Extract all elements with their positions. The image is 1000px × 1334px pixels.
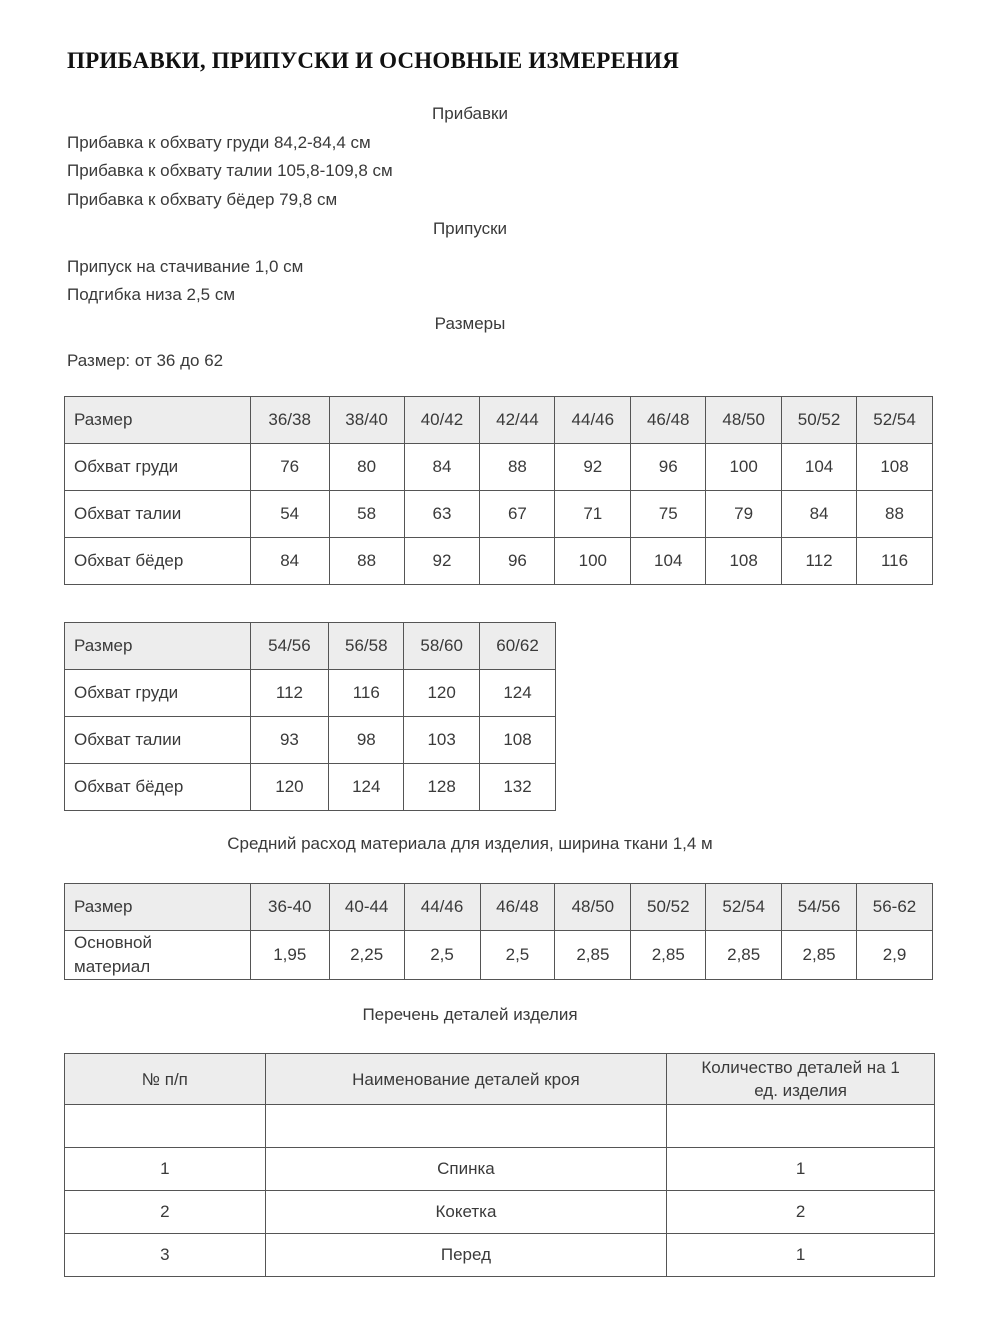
table-cell: 108	[857, 444, 933, 491]
table-cell: 2,9	[857, 931, 933, 980]
table-cell	[667, 1105, 935, 1148]
header-cell: 48/50	[555, 884, 631, 931]
table-cell: 2,85	[782, 931, 857, 980]
table-cell: 75	[631, 491, 706, 538]
header-cell: 42/44	[480, 397, 555, 444]
row-label	[65, 931, 251, 980]
table-cell: 92	[404, 538, 480, 585]
table-cell: 112	[250, 670, 329, 717]
row-label-text: Основной материал	[74, 933, 152, 976]
table-cell: 2	[65, 1191, 266, 1234]
header-cell: 58/60	[404, 623, 480, 670]
header-cell: № п/п	[65, 1054, 266, 1105]
header-cell: 50/52	[631, 884, 706, 931]
table-cell: 98	[329, 717, 404, 764]
table-cell: 92	[555, 444, 631, 491]
table-cell: 1	[667, 1234, 935, 1277]
table-cell: 1	[65, 1148, 266, 1191]
table-cell: Кокетка	[265, 1191, 667, 1234]
table-cell: 100	[706, 444, 782, 491]
table-cell	[65, 1105, 266, 1148]
material-table	[64, 883, 933, 980]
table-cell: Перед	[265, 1234, 667, 1277]
header-cell: 40-44	[329, 884, 404, 931]
parts-table	[64, 1053, 935, 1277]
header-cell: Размер	[65, 623, 251, 670]
table-cell: 104	[782, 444, 857, 491]
seams-heading: Припуски	[432, 219, 508, 238]
header-cell: 36-40	[250, 884, 329, 931]
table-cell: 2,5	[404, 931, 480, 980]
table-cell: 112	[782, 538, 857, 585]
table-row	[65, 764, 556, 811]
table-row	[65, 491, 933, 538]
header-cell: 52/54	[706, 884, 782, 931]
table-cell: 58	[329, 491, 404, 538]
allowances-heading: Прибавки	[432, 104, 508, 123]
table-cell: 88	[329, 538, 404, 585]
table-cell: 103	[404, 717, 480, 764]
allowance-chest: Прибавка к обхвату груди 84,2-84,4 см	[67, 133, 371, 152]
table-cell: 79	[706, 491, 782, 538]
row-label: Обхват груди	[65, 670, 251, 717]
header-cell: 56/58	[329, 623, 404, 670]
table-row	[65, 931, 933, 980]
table-cell: 108	[706, 538, 782, 585]
header-cell: 46/48	[480, 884, 555, 931]
table-row	[65, 670, 556, 717]
table-header-row	[65, 884, 933, 931]
header-cell: 38/40	[329, 397, 404, 444]
table-cell: 80	[329, 444, 404, 491]
table-cell: 2,5	[480, 931, 555, 980]
table-cell: 132	[480, 764, 556, 811]
header-cell: 44/46	[404, 884, 480, 931]
sizes-heading: Размеры	[434, 314, 506, 333]
header-cell: 36/38	[250, 397, 329, 444]
header-cell: Размер	[65, 884, 251, 931]
table-cell: 84	[404, 444, 480, 491]
table-cell: 1,95	[250, 931, 329, 980]
material-heading: Средний расход материала для изделия, ширина ткани 1,4 м	[227, 834, 713, 853]
table-cell: 120	[250, 764, 329, 811]
table-cell: 63	[404, 491, 480, 538]
row-label: Обхват груди	[65, 444, 251, 491]
table-header-row	[65, 397, 933, 444]
table-cell: 2,85	[706, 931, 782, 980]
table-cell: 67	[480, 491, 555, 538]
table-cell: 93	[250, 717, 329, 764]
header-cell: 54/56	[250, 623, 329, 670]
header-cell: Наименование деталей кроя	[265, 1054, 667, 1105]
allowance-hips: Прибавка к обхвату бёдер 79,8 см	[67, 190, 338, 209]
table-cell: 104	[631, 538, 706, 585]
header-cell: 50/52	[782, 397, 857, 444]
hem-allowance: Подгибка низа 2,5 см	[67, 285, 236, 304]
table-cell: 120	[404, 670, 480, 717]
table-row	[65, 717, 556, 764]
table-row	[65, 1148, 935, 1191]
header-cell: 52/54	[857, 397, 933, 444]
parts-heading: Перечень деталей изделия	[362, 1005, 578, 1024]
table-cell: 88	[857, 491, 933, 538]
table-row	[65, 538, 933, 585]
table-row	[65, 1191, 935, 1234]
table-cell: 1	[667, 1148, 935, 1191]
size-range: Размер: от 36 до 62	[67, 351, 224, 370]
header-cell: Размер	[65, 397, 251, 444]
table-cell: 124	[329, 764, 404, 811]
table-cell: 100	[555, 538, 631, 585]
header-cell: 44/46	[555, 397, 631, 444]
table-cell: 96	[480, 538, 555, 585]
table-cell: 108	[480, 717, 556, 764]
table-cell: 128	[404, 764, 480, 811]
table-cell: 3	[65, 1234, 266, 1277]
table-cell: 84	[782, 491, 857, 538]
seam-allowance: Припуск на стачивание 1,0 см	[67, 257, 304, 276]
table-cell: 84	[250, 538, 329, 585]
table-row	[65, 1105, 935, 1148]
table-cell: 76	[250, 444, 329, 491]
header-cell: 46/48	[631, 397, 706, 444]
table-header-row	[65, 623, 556, 670]
header-cell: 56-62	[857, 884, 933, 931]
table-cell: 2,25	[329, 931, 404, 980]
row-label: Обхват бёдер	[65, 764, 251, 811]
header-cell: 48/50	[706, 397, 782, 444]
table-cell: 124	[480, 670, 556, 717]
table-cell: Спинка	[265, 1148, 667, 1191]
table-cell: 2,85	[555, 931, 631, 980]
table-row	[65, 444, 933, 491]
table-cell: 116	[857, 538, 933, 585]
header-cell: 54/56	[782, 884, 857, 931]
row-label: Обхват бёдер	[65, 538, 251, 585]
row-label: Обхват талии	[65, 491, 251, 538]
table-cell: 2,85	[631, 931, 706, 980]
table-row	[65, 1234, 935, 1277]
size-table-2	[64, 622, 556, 811]
table-header-row	[65, 1054, 935, 1105]
header-cell	[667, 1054, 935, 1105]
page-title: ПРИБАВКИ, ПРИПУСКИ И ОСНОВНЫЕ ИЗМЕРЕНИЯ	[67, 48, 680, 73]
table-cell: 71	[555, 491, 631, 538]
header-cell: 40/42	[404, 397, 480, 444]
table-cell: 2	[667, 1191, 935, 1234]
table-cell: 54	[250, 491, 329, 538]
allowance-waist: Прибавка к обхвату талии 105,8-109,8 см	[67, 161, 393, 180]
table-cell: 88	[480, 444, 555, 491]
row-label: Обхват талии	[65, 717, 251, 764]
table-cell: 96	[631, 444, 706, 491]
header-cell: 60/62	[480, 623, 556, 670]
size-table-1	[64, 396, 933, 585]
table-cell	[265, 1105, 667, 1148]
header-cell-text: Количество деталей на 1 ед. изделия	[701, 1058, 900, 1100]
table-cell: 116	[329, 670, 404, 717]
